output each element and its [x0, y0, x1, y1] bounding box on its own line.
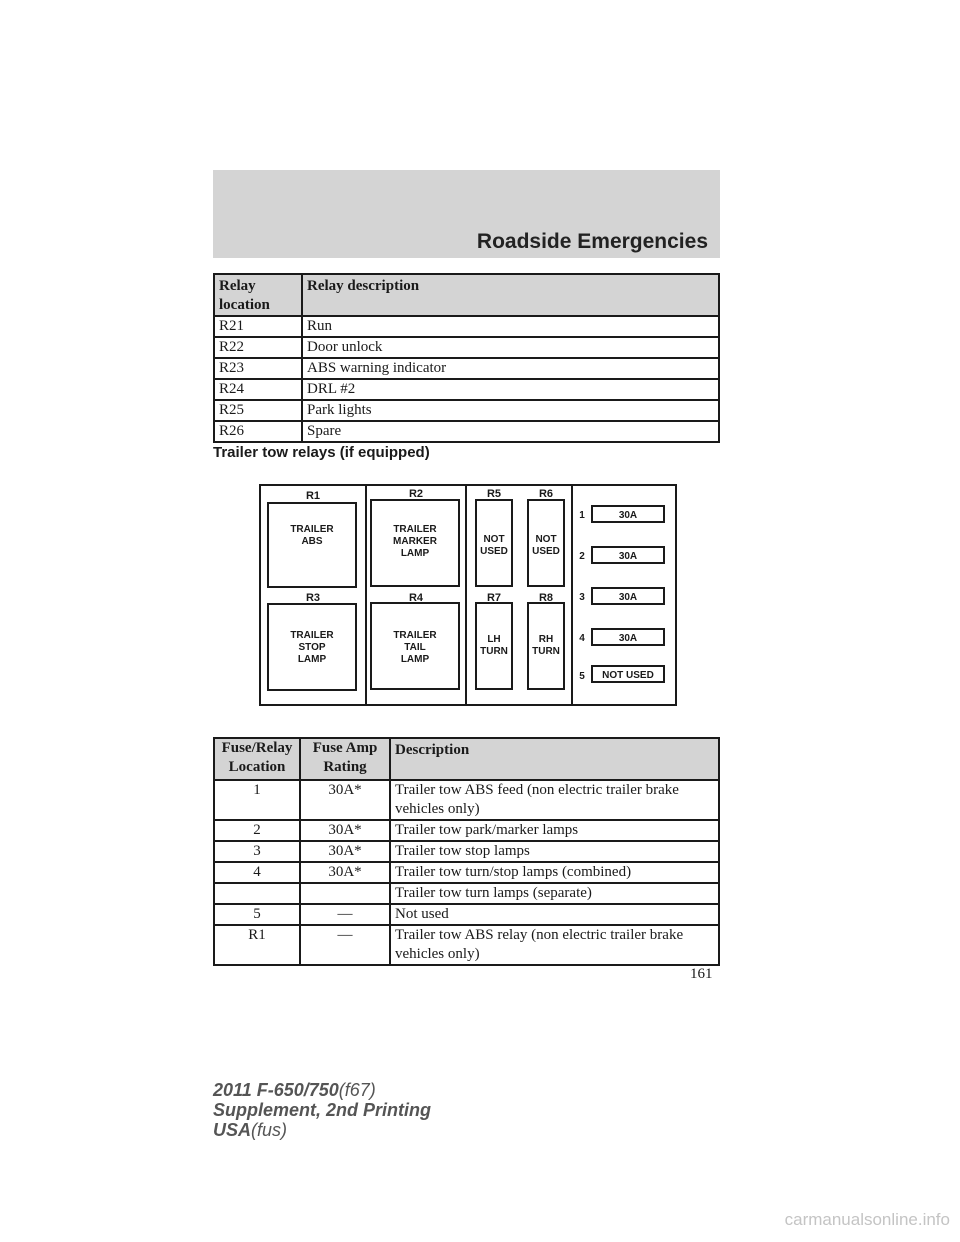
fuse-rating: 30A: [618, 592, 638, 603]
relay-description-cell: Park lights: [302, 400, 719, 421]
footer-model-code: (f67): [338, 1080, 376, 1100]
fuse-rating-header: [300, 738, 390, 780]
table-row: [214, 316, 719, 337]
relay-description-cell: ABS warning indicator: [302, 358, 719, 379]
relay-description-header: Relay description: [302, 274, 719, 316]
fuse-description-cell: Not used: [390, 904, 719, 925]
relay-label-r2: R2: [408, 488, 424, 500]
fuse-rating: 30A: [618, 633, 638, 644]
relay-location-header-line2: location: [219, 297, 270, 313]
fuse-rating-cell: 30A*: [300, 841, 390, 862]
footer-line: [213, 1080, 431, 1100]
fuse-location-cell: R1: [214, 925, 300, 965]
fuse-number: 3: [579, 592, 585, 603]
fuse-rating-cell: 30A*: [300, 780, 390, 820]
relay-label-r3: R3: [305, 592, 321, 604]
table-row: [214, 400, 719, 421]
fuse-number: 2: [579, 551, 585, 562]
fuse-rating: NOT USED: [602, 670, 654, 681]
relay-location-cell: R25: [214, 400, 302, 421]
fuse-table-header: [214, 738, 719, 780]
relay-description-cell: Door unlock: [302, 337, 719, 358]
relay-description-cell: Run: [302, 316, 719, 337]
fuse-rating-cell: 30A*: [300, 820, 390, 841]
table-row: [214, 421, 719, 442]
footer-market-code: (fus): [251, 1120, 288, 1140]
table-row: [214, 379, 719, 400]
table-row: [214, 780, 719, 820]
fuse-location-header-line2: Location: [228, 759, 286, 775]
table-row: [214, 862, 719, 883]
relay-location-cell: R24: [214, 379, 302, 400]
section-heading: Trailer tow relays (if equipped): [213, 444, 430, 461]
relay-location-cell: R26: [214, 421, 302, 442]
fuse-description-cell: Trailer tow stop lamps: [390, 841, 719, 862]
footer-line: [213, 1120, 431, 1140]
fuse-description-cell: Trailer tow turn lamps (separate): [390, 883, 719, 904]
relay-label-r4: R4: [408, 592, 424, 604]
relay-r5-text: NOT: [483, 534, 505, 545]
relay-label-r6: R6: [538, 488, 554, 500]
table-row: [214, 358, 719, 379]
table-row: [214, 904, 719, 925]
table-row: [214, 841, 719, 862]
document-footer: [213, 1080, 431, 1140]
fuse-location-cell: 1: [214, 780, 300, 820]
table-row: [214, 925, 719, 965]
relay-r4-text: TAIL: [404, 642, 426, 653]
fuse-description-cell: Trailer tow park/marker lamps: [390, 820, 719, 841]
fuse-rating-cell: —: [300, 925, 390, 965]
table-row: [214, 820, 719, 841]
relay-location-header: [214, 274, 302, 316]
relay-r8-text: RH: [538, 634, 554, 645]
relay-label-r1: R1: [305, 490, 321, 502]
watermark: carmanualsonline.info: [784, 1210, 950, 1229]
relay-description-cell: DRL #2: [302, 379, 719, 400]
relay-r1-text: ABS: [301, 536, 323, 547]
fuse-rating-cell: [300, 883, 390, 904]
fuse-description-header: Description: [390, 738, 719, 780]
table-row: [214, 883, 719, 904]
fuse-rating-header-line1: Fuse Amp: [312, 740, 378, 756]
relay-r7-text: TURN: [480, 646, 508, 657]
fuse-location-cell: [214, 883, 300, 904]
page-number: 161: [690, 966, 713, 982]
table-row: [214, 337, 719, 358]
fuse-location-header-line1: Fuse/Relay: [221, 740, 293, 756]
relay-label-r7: R7: [486, 592, 502, 604]
fuse-location-cell: 4: [214, 862, 300, 883]
fuse-table: [213, 737, 720, 966]
fuse-rating-header-line2: Rating: [323, 759, 367, 775]
footer-model: 2011 F-650/750: [213, 1080, 339, 1100]
fuse-rating-cell: —: [300, 904, 390, 925]
fuse-location-cell: 3: [214, 841, 300, 862]
fuse-description-cell: Trailer tow turn/stop lamps (combined): [390, 862, 719, 883]
relay-location-cell: R23: [214, 358, 302, 379]
relay-table-header: [214, 274, 719, 316]
relay-r1-text: TRAILER: [290, 524, 334, 535]
fuse-rating: 30A: [618, 551, 638, 562]
relay-r5-text: USED: [480, 546, 508, 557]
section-header-bar: [213, 170, 720, 258]
relay-location-cell: R21: [214, 316, 302, 337]
relay-r2-text: LAMP: [400, 548, 430, 559]
relay-label-r8: R8: [538, 592, 554, 604]
relay-r4-text: LAMP: [400, 654, 430, 665]
relay-r2-text: TRAILER: [393, 524, 437, 535]
relay-r2-text: MARKER: [393, 536, 437, 547]
fuse-description-cell: Trailer tow ABS relay (non electric trailer brake vehicles only): [390, 925, 719, 965]
fuse-number: 5: [579, 671, 585, 682]
relay-r3-text: LAMP: [297, 654, 327, 665]
fuse-location-cell: 2: [214, 820, 300, 841]
trailer-tow-fuse-box-diagram: [259, 484, 677, 706]
relay-location-header-line1: Relay: [219, 278, 256, 294]
relay-r3-text: TRAILER: [290, 630, 334, 641]
relay-r6-text: USED: [532, 546, 560, 557]
section-title: Roadside Emergencies: [476, 230, 708, 253]
fuse-rating: 30A: [618, 510, 638, 521]
fuse-number: 1: [579, 510, 585, 521]
fuse-rating-cell: 30A*: [300, 862, 390, 883]
relay-location-cell: R22: [214, 337, 302, 358]
fuse-location-header: [214, 738, 300, 780]
footer-market: USA: [213, 1120, 252, 1140]
relay-r8-text: TURN: [532, 646, 560, 657]
relay-r3-text: STOP: [298, 642, 326, 653]
relay-r6-text: NOT: [535, 534, 557, 545]
footer-line: Supplement, 2nd Printing: [213, 1100, 432, 1120]
relay-r7-text: LH: [487, 634, 501, 645]
relay-r4-text: TRAILER: [393, 630, 437, 641]
relay-label-r5: R5: [486, 488, 502, 500]
fuse-number: 4: [579, 633, 585, 644]
relay-table: [213, 273, 720, 443]
fuse-description-cell: Trailer tow ABS feed (non electric trailer brake vehicles only): [390, 780, 719, 820]
relay-description-cell: Spare: [302, 421, 719, 442]
fuse-location-cell: 5: [214, 904, 300, 925]
